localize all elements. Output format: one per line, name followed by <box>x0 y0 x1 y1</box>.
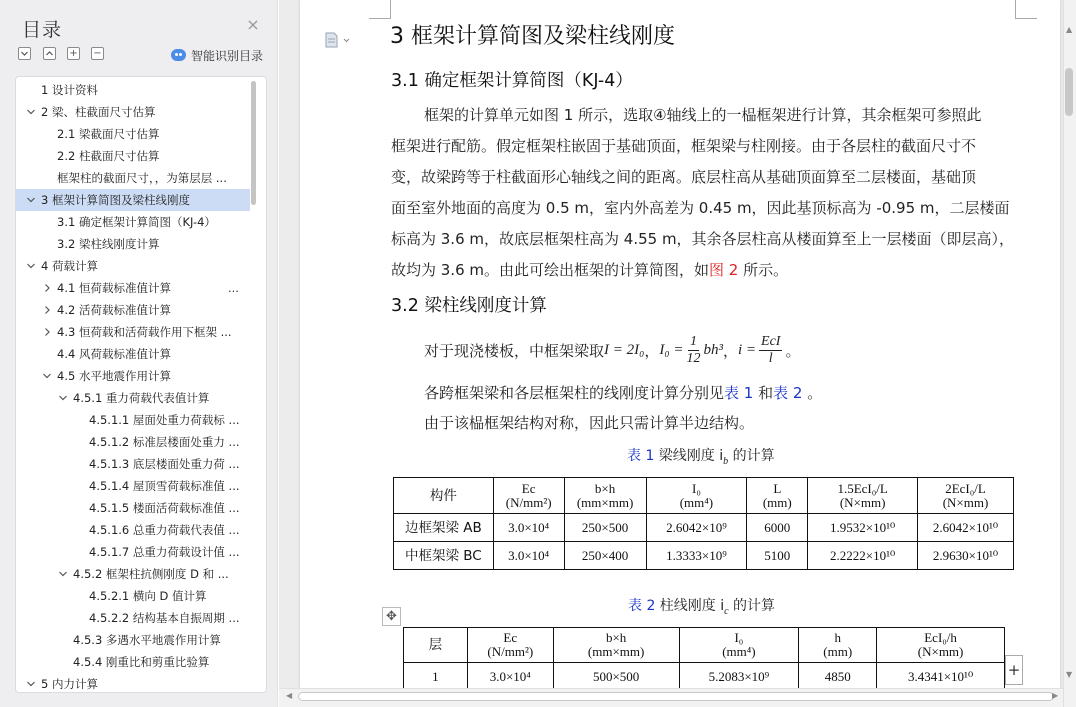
toc-item-label: 1 设计资料 <box>41 83 98 97</box>
table-row <box>394 514 1014 542</box>
table-header-cell <box>404 628 468 663</box>
toc-item-label: 2.2 柱截面尺寸估算 <box>57 149 160 163</box>
toc-item[interactable] <box>16 299 250 321</box>
figure-2-link[interactable]: 图 2 <box>709 261 739 279</box>
toc-item[interactable] <box>16 563 250 585</box>
chevron-right-icon[interactable] <box>41 299 53 321</box>
scroll-up-arrow-icon[interactable]: ▲ <box>1066 25 1073 34</box>
formula-eq2-lhs: I₀ = <box>659 341 684 358</box>
para2-text: 各跨框架梁和各层框架柱的线刚度计算分别见 <box>424 384 725 402</box>
table-header-cell <box>799 628 877 663</box>
toc-item-label: 4.5.2.2 结构基本自振周期 ... <box>89 611 240 625</box>
header-line-1: I₀ <box>692 480 701 496</box>
header-line-1: 构件 <box>429 487 457 504</box>
chevron-down-icon[interactable] <box>57 387 69 409</box>
toc-item-label: 4.4 风荷载标准值计算 <box>57 347 171 361</box>
table-header-cell <box>467 628 553 663</box>
chevron-right-icon[interactable] <box>41 321 53 343</box>
table-move-handle-icon[interactable]: ✥ <box>382 607 401 626</box>
table-cell[interactable]: 1 <box>404 663 468 691</box>
para1-line5: 标高为 3.6 m，故底层框架柱高为 4.55 m，其余各层柱高从楼面算至上一层楼面（即层高）， <box>391 230 1015 248</box>
toc-item-label: 4.5.1.5 楼面活荷载标准值 ... <box>89 501 240 515</box>
header-line-2: (N/mm²) <box>505 494 552 510</box>
formula-eq2-rhs: bh³ <box>703 341 723 358</box>
chevron-right-icon[interactable] <box>41 277 53 299</box>
table2-caption-number: 表 2 <box>628 598 656 614</box>
toc-list <box>15 76 267 693</box>
formula-eq1: I = 2I₀ <box>604 341 645 358</box>
header-line-2: (N×mm) <box>917 644 964 659</box>
header-line-2: (N×mm) <box>942 494 989 510</box>
collapse-all-button[interactable] <box>18 47 31 60</box>
toc-item-more: ... <box>228 281 239 295</box>
header-line-1: EcI₀/h <box>924 630 957 645</box>
expand-all-button[interactable] <box>43 47 56 60</box>
page-nav-icon[interactable] <box>325 32 353 48</box>
formula-frac2 <box>759 334 782 367</box>
toc-item-label: 3.2 梁柱线刚度计算 <box>57 237 160 251</box>
header-line-2: (mm×mm) <box>576 494 634 510</box>
table-header-cell <box>918 478 1014 514</box>
remove-heading-button[interactable]: − <box>91 47 104 60</box>
para2-end: 。 <box>802 384 823 402</box>
ai-toc-label: 智能识别目录 <box>191 48 264 63</box>
table-header-cell <box>564 478 646 514</box>
toc-item[interactable] <box>16 629 250 651</box>
chevron-down-icon[interactable] <box>25 673 37 693</box>
vertical-scrollbar-thumb[interactable] <box>1065 68 1073 116</box>
toc-item-label: 4.1 恒荷载标准值计算 <box>57 281 171 295</box>
header-line-1: h <box>834 630 841 645</box>
frac2-numerator: EcI <box>761 333 781 349</box>
table-cell[interactable]: 4850 <box>799 663 877 691</box>
formula-sep1: ， <box>644 341 660 360</box>
toc-item-label: 4.5.1 重力荷载代表值计算 <box>73 391 210 405</box>
header-line-2: (mm) <box>762 494 792 510</box>
table-cell[interactable]: 3.0×10⁴ <box>493 514 564 542</box>
chevron-down-icon[interactable] <box>25 101 37 123</box>
formula-eq3-lhs: i = <box>737 341 757 358</box>
header-line-1: L <box>773 480 782 496</box>
toc-panel <box>0 0 278 707</box>
header-line-2: (mm) <box>823 644 853 659</box>
table2-caption <box>628 595 775 617</box>
toc-item[interactable] <box>16 321 250 343</box>
toc-item[interactable] <box>16 233 250 255</box>
header-line-1: Ec <box>503 630 518 645</box>
table-cell[interactable]: 250×400 <box>564 542 646 570</box>
para2-mid: 和 <box>753 384 774 402</box>
toc-item[interactable] <box>16 123 250 145</box>
table-header-cell <box>679 628 799 663</box>
table-row <box>394 542 1014 570</box>
toc-item-label: 4.5.4 刚重比和剪重比验算 <box>73 655 210 669</box>
toc-item-label: 5 内力计算 <box>41 677 98 691</box>
toc-item[interactable] <box>16 519 250 541</box>
toc-item-label: 4.5.1.1 屋面处重力荷载标 ... <box>89 413 240 427</box>
header-line-1: Ec <box>521 480 536 496</box>
toc-item[interactable] <box>16 387 250 409</box>
table2-caption-tail: 的计算 <box>728 598 776 614</box>
table-cell[interactable]: 2.6042×10⁹ <box>646 514 747 542</box>
toc-item[interactable] <box>16 277 250 299</box>
add-row-button[interactable]: + <box>1005 655 1023 685</box>
table-header-cell <box>808 478 918 514</box>
para1-line6-tail: 所示。 <box>738 261 789 279</box>
toc-title: 目录 <box>22 19 63 41</box>
formula-frac1 <box>686 334 700 367</box>
scroll-down-arrow-icon[interactable]: ▼ <box>1066 670 1073 679</box>
close-icon[interactable]: × <box>246 15 260 34</box>
header-line-2: (N×mm) <box>839 494 886 510</box>
chevron-down-icon <box>19 48 30 59</box>
table-header-cell <box>394 478 494 514</box>
table2-caption-text: 柱线刚度 i <box>655 598 725 614</box>
toc-item-label: 3 框架计算简图及梁柱线刚度 <box>41 193 190 207</box>
table1-caption-tail: 的计算 <box>728 448 775 464</box>
frac1-numerator: 1 <box>689 333 697 349</box>
table-cell[interactable]: 3.0×10⁴ <box>467 663 553 691</box>
toc-item-label: 2 梁、柱截面尺寸估算 <box>41 105 156 119</box>
margin-corner-left <box>369 0 391 19</box>
toc-scrollbar-thumb[interactable] <box>251 81 256 205</box>
table1-caption-number: 表 1 <box>627 448 655 464</box>
table1-caption <box>627 445 775 467</box>
toc-item-label: 4.5.1.7 总重力荷载设计值 ... <box>89 545 240 559</box>
toc-item-label: 2.1 梁截面尺寸估算 <box>57 127 160 141</box>
frac2-denominator: l <box>768 350 773 366</box>
table-cell[interactable]: 边框架梁 AB <box>394 514 494 542</box>
chevron-up-icon <box>44 48 55 59</box>
para3: 由于该榀框架结构对称，因此只需计算半边结构。 <box>424 414 755 432</box>
toc-item-label: 4.5.1.2 标准层楼面处重力 ... <box>89 435 240 449</box>
formula-sep2: ， <box>722 341 738 360</box>
scroll-left-arrow-icon[interactable]: ◀ <box>286 691 293 700</box>
table-cell[interactable]: 5.2083×10⁹ <box>679 663 799 691</box>
beam-stiffness-table <box>393 477 1014 570</box>
table-header-row <box>394 478 1014 514</box>
toc-item[interactable] <box>16 211 250 233</box>
toc-item-label: 4.5.1.6 总重力荷载代表值 ... <box>89 523 240 537</box>
table-header-cell <box>493 478 564 514</box>
ai-toc-button[interactable] <box>171 46 263 64</box>
table-cell[interactable]: 5100 <box>747 542 808 570</box>
header-line-1: 层 <box>428 637 443 653</box>
toc-item[interactable] <box>16 607 250 629</box>
frac1-denominator: 12 <box>686 350 701 366</box>
table2-caption-sub: c <box>724 605 729 617</box>
chevron-down-icon[interactable] <box>57 563 69 585</box>
formula-end: 。 <box>785 341 801 360</box>
table-cell[interactable]: 250×500 <box>564 514 646 542</box>
toc-item-label: 4.5.2 框架柱抗侧刚度 D 和 ... <box>73 567 229 581</box>
margin-corner-right <box>1015 0 1037 19</box>
table-header-row <box>404 628 1005 663</box>
para1-line2: 框架进行配筋。假定框架柱嵌固于基础顶面，框架梁与柱刚接。由于各层柱的截面尺寸不 <box>391 137 977 155</box>
table-header-cell <box>553 628 679 663</box>
scroll-right-arrow-icon[interactable]: ▶ <box>1052 691 1059 700</box>
toc-item[interactable] <box>16 541 250 563</box>
header-line-1: 1.5EcI₀/L <box>837 480 888 496</box>
toc-item[interactable] <box>16 343 250 365</box>
horizontal-scrollbar-thumb[interactable] <box>298 692 1054 701</box>
heading-3-1: 3.1 确定框架计算简图（KJ-4） <box>391 71 633 91</box>
header-line-1: b×h <box>594 480 616 496</box>
table-row <box>404 663 1005 691</box>
chevron-down-icon[interactable] <box>25 189 37 211</box>
header-line-1: I₀ <box>734 630 744 645</box>
table-2-link[interactable]: 表 2 <box>773 384 803 402</box>
para1-line6-text: 故均为 3.6 m。由此可绘出框架的计算简图，如 <box>391 261 710 279</box>
toc-item-label: 4.5.1.3 底层楼面处重力荷 ... <box>89 457 240 471</box>
table-cell[interactable]: 3.4341×10¹⁰ <box>877 663 1005 691</box>
toc-item[interactable] <box>16 453 250 475</box>
table-cell[interactable]: 中框架梁 BC <box>394 542 494 570</box>
toc-item[interactable] <box>16 255 250 277</box>
para1-line4: 面至室外地面的高度为 0.5 m，室内外高差为 0.45 m，因此基顶标高为 -0.95 m，二层楼面 <box>391 199 1010 217</box>
ai-robot-icon <box>171 49 186 61</box>
table-cell[interactable]: 3.0×10⁴ <box>493 542 564 570</box>
add-heading-button[interactable]: + <box>67 47 80 60</box>
heading-3: 3 框架计算简图及梁柱线刚度 <box>390 24 675 49</box>
para1-line3: 变，故梁跨等于柱截面形心轴线之间的距离。底层柱高从基础顶面算至二层楼面，基础顶 <box>391 168 977 186</box>
table-cell[interactable]: 500×500 <box>553 663 679 691</box>
toc-item[interactable] <box>16 189 250 211</box>
column-stiffness-table <box>403 627 1005 691</box>
toc-item[interactable] <box>16 475 250 497</box>
toc-item-label: 4.3 恒荷载和活荷载作用下框架 ... <box>57 325 232 339</box>
toc-item[interactable] <box>16 145 250 167</box>
toc-item-label: 4.5.2.1 横向 D 值计算 <box>89 589 207 603</box>
toc-item[interactable] <box>16 651 250 673</box>
toc-item-label: 4.5.3 多遇水平地震作用计算 <box>73 633 221 647</box>
table-cell[interactable]: 2.6042×10¹⁰ <box>918 514 1014 542</box>
toc-item[interactable] <box>16 673 250 693</box>
toc-item[interactable] <box>16 431 250 453</box>
toc-item-label: 3.1 确定框架计算简图（KJ-4） <box>57 215 216 229</box>
table1-caption-text: 梁线刚度 i <box>654 448 724 464</box>
toc-item-label: 4.5 水平地震作用计算 <box>57 369 171 383</box>
table-header-cell <box>747 478 808 514</box>
toc-item[interactable] <box>16 409 250 431</box>
para1-line1: 框架的计算单元如图 1 所示，选取④轴线上的一榀框架进行计算，其余框架可参照此 <box>424 106 982 124</box>
toc-item-label: 框架柱的截面尺寸，，为第层层 ... <box>57 171 227 185</box>
header-line-2: (mm⁴) <box>679 494 714 510</box>
table-cell[interactable]: 2.2222×10¹⁰ <box>808 542 918 570</box>
table-cell[interactable]: 6000 <box>747 514 808 542</box>
chevron-down-icon[interactable] <box>25 255 37 277</box>
table-cell[interactable]: 1.3333×10⁹ <box>646 542 747 570</box>
table-header-cell <box>877 628 1005 663</box>
toc-item[interactable] <box>16 79 250 101</box>
toc-item[interactable] <box>16 167 250 189</box>
header-line-2: (N/mm²) <box>487 644 534 659</box>
table1-caption-sub: b <box>723 455 729 467</box>
table-cell[interactable]: 1.9532×10¹⁰ <box>808 514 918 542</box>
toc-item-label: 4 荷载计算 <box>41 259 98 273</box>
toc-item[interactable] <box>16 585 250 607</box>
table-header-cell <box>646 478 747 514</box>
toc-item[interactable] <box>16 365 250 387</box>
header-line-2: (mm×mm) <box>587 644 645 659</box>
header-line-1: b×h <box>605 630 627 645</box>
para1-line6 <box>391 259 788 280</box>
table-cell[interactable]: 2.9630×10¹⁰ <box>918 542 1014 570</box>
stiffness-formula <box>424 328 800 372</box>
toc-item[interactable] <box>16 497 250 519</box>
table-1-link[interactable]: 表 1 <box>724 384 754 402</box>
header-line-1: 2EcI₀/L <box>945 480 986 496</box>
para2 <box>424 382 822 403</box>
header-line-2: (mm⁴) <box>722 644 756 659</box>
toc-item-label: 4.5.1.4 屋顶雪荷载标准值 ... <box>89 479 240 493</box>
toc-item-label: 4.2 活荷载标准值计算 <box>57 303 171 317</box>
toc-item[interactable] <box>16 101 250 123</box>
formula-prefix: 对于现浇楼板，中框架梁取 <box>424 341 605 360</box>
chevron-down-icon[interactable] <box>41 365 53 387</box>
heading-3-2: 3.2 梁柱线刚度计算 <box>391 296 547 316</box>
